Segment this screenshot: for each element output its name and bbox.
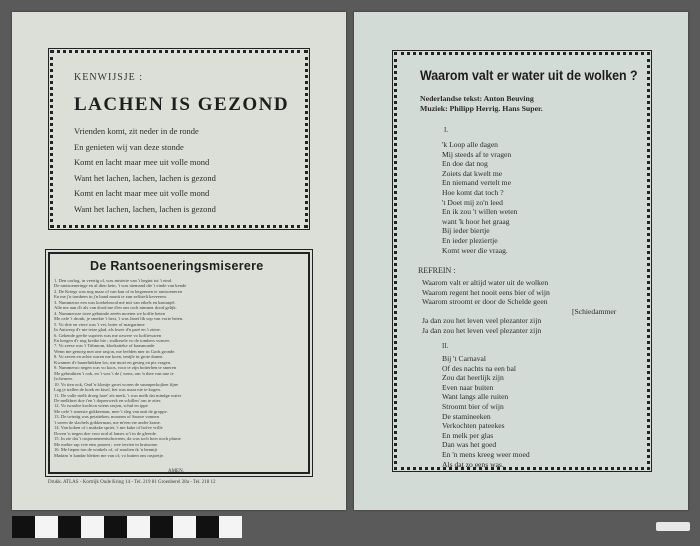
verse-line: En doe dat nog — [442, 159, 488, 169]
rants-line: 15. In zie dat 't rasjonnementschoerem, da was toch hoer noch plume — [54, 436, 181, 442]
refrein-line: Waarom stroomt er door de Schelde geen — [422, 297, 548, 307]
refrein-label: REFREIN : — [418, 266, 456, 275]
rants-line: Me mekte rap vrie eins ponent ; wee terrien in brutsome. — [54, 441, 159, 447]
verse-line: En 'n mens kreeg weer moed — [442, 449, 530, 459]
lyric-line: Vrienden komt, zit neder in de ronde — [74, 126, 199, 136]
verse-1 — [442, 140, 517, 255]
rants-line: En me j'n tombees in j'n hand monit te zun zelfstelt keveeren. — [54, 294, 167, 300]
lachen-song-title: LACHEN IS GEZOND — [74, 94, 290, 115]
rants-line: 11. De vulle melk droeg hare' als merk, 't was melk dat mindge water — [54, 392, 182, 398]
rants-line: Lag je trallen de koek en kisol, het was maar nie te kogen. — [54, 387, 161, 393]
refrein-line: Waarom regent het nooit eens bier of wijn — [422, 287, 550, 297]
rants-line: 12. Vo twaalve kochtcn wiens rasjon, schul en ippe — [54, 403, 148, 409]
verse-line: Bij ieder biertje — [442, 226, 490, 236]
rants-line: Alle me aan d'r als van dood me d'en ons toch nimmer dood gelijk. — [54, 305, 177, 311]
rants-line: 1. Den oorlog, in veertig ol, was mistetie van 't begint tot 't eind. — [54, 278, 173, 283]
verse-line: En melk per glas — [442, 430, 494, 440]
rants-line: 4. Nummeroze twee gebuinde zeeën moeten we koffie heten — [54, 310, 166, 316]
rants-line: 14. Van koken of t makske spriet, 't me kake of hofve vrille — [54, 425, 163, 431]
verse-line: Verkochten pateekes — [442, 421, 505, 431]
verse-line: 't Doet mij zo'n leed — [442, 197, 503, 207]
rants-line: 5. Vo drie en viere was 't vet, boter of margarinne — [54, 321, 145, 327]
verse-line: En ieder pleziertje — [442, 235, 498, 245]
catalog-tag — [656, 522, 690, 531]
lyric-line: Komt en lacht maar mee uit volle mond — [74, 188, 210, 198]
kenwijsje-label: KENWIJSJE : — [74, 72, 144, 83]
rants-line: 9. Nummeroo negen was vo koos, voor te zijn botterhen te smeren — [54, 365, 177, 371]
rants-line: [scheuren. — [54, 376, 74, 382]
refrein-line: Ja dan zou het leven veel plezanter zijn — [422, 325, 542, 335]
verse-line: Even naar buiten — [442, 382, 494, 392]
lyric-line: En genieten wij van deze stonde — [74, 141, 184, 152]
credits — [420, 94, 543, 114]
verse-line: Als dat zo eens was. — [442, 459, 504, 469]
verse-line: Stroomt bier of wijn — [442, 401, 504, 411]
rants-line: 't soeen de slachels gokkerman, me m'een ete ander krane. — [54, 419, 161, 425]
rants-line: 16. Me liepen ton de winkels of, of smolten ik 'n hennijt — [54, 447, 158, 453]
verse-line: Hoe komt dat toch ? — [442, 187, 504, 197]
rants-line: Doven 'n negen doe voor nod al lames w't in de gleerde. — [54, 430, 157, 436]
rants-line: 13. De twintig was petatteken, moonen of Sauwe vonnen — [54, 414, 159, 420]
verse-2 — [442, 354, 530, 469]
verse-line: Want langs alle ruiten — [442, 392, 509, 402]
printer-line: Drukk. ATLAS - Kortrijk Oude Kring 14 - Tel. 219 81 Groenberel 28a - Tel. 218 12 — [48, 480, 216, 485]
scale-bar — [12, 516, 242, 538]
rants-line: In Antwerp d'r nie teize glad, als kwee d'n paré en 't ziene. — [54, 327, 161, 333]
credit-line: Nederlandse tekst: Anton Beuving — [420, 94, 534, 103]
rants-line: De melkbret doe t'en 't doperrwerk en schillen' om te ziter. — [54, 397, 162, 403]
right-sheet — [354, 12, 688, 510]
left-sheet — [12, 12, 346, 510]
rants-line: 3. Nummeroz een was koekebrood mé mit van eikels en kastanjel. — [54, 299, 176, 305]
refrein-line: Ja dan zou het leven veel plezanter zijn — [422, 316, 542, 326]
rants-line: 10. Vo tien ook, Ond 'n klontje groet woren de suumperkojken fijne — [54, 381, 179, 387]
rants-line: Me oefe 't dronk, je smekte 't best, 't was Janet lik sop van vorte heten. — [54, 316, 184, 322]
verse-line: 'k Loop alle dagen — [442, 140, 498, 149]
rants-line: De rantsoeneringe en al dien kein, 't was niemand die 't einde van kende — [54, 283, 187, 289]
rants-line: Me gebruikten 't ook, en 't was 't de ( wens, om 'n thee van nue te — [54, 370, 174, 376]
rants-line: 7. Vo zeese was 't Tithmom, kloekatieke of kaasmonde — [54, 343, 155, 349]
verse-line: Zou dat heerlijk zijn — [442, 373, 504, 383]
verse-number-2: II. — [442, 342, 449, 350]
rants-line: Madam 'n kandar bletien me van of, vo butten ons rasjoetje. — [54, 452, 165, 458]
rants-line: 2. De Kriegs was nog maar ol van kan of m begonnen te rantsoeneren — [54, 288, 183, 294]
lyric-line: Want het lachen, lachen, lachen is gezond — [74, 203, 216, 214]
verse-line: En niemand vertelt me — [442, 178, 511, 188]
lyric-line: Komt en lacht maar mee uit volle mond — [74, 157, 210, 167]
verse-line: Dan was het goed — [442, 440, 497, 450]
rants-line: 6. Gekende geefte supriets was me ozwere vo koffiewaren — [54, 332, 162, 338]
verse-line: Of des nachts na een bal — [442, 363, 517, 373]
verse-line: De stamineeken — [442, 411, 491, 421]
lyric-line: Want het lachen, lachen, lachen is gezond — [74, 172, 216, 183]
rantsoenering-lyrics — [54, 278, 308, 458]
rants-line: Me oefe 't smerste gokkerman, mee 't sleg van unit de groppe. — [54, 408, 168, 414]
amen-text: AMEN. — [168, 469, 184, 474]
rants-line: Kwamen d'r haaerlinkken los, me moet en gesteg en pis vragen. — [54, 359, 172, 365]
rantsoenering-title: De Rantsoeneringsmiserere — [90, 259, 264, 273]
refrein-line: Waarom valt er altijd water uit de wolken — [422, 278, 549, 287]
refrein-line: [Schiedammer — [572, 306, 617, 316]
lachen-lyrics — [74, 124, 296, 217]
rants-line: Wenn me genoeg met one rasjon, me leefden mer in Gods gronde. — [54, 348, 176, 354]
verse-line: Bij 't Carnaval — [442, 354, 486, 363]
verse-line: Zoiets dat kwelt me — [442, 168, 503, 178]
waarom-song-title: Waarom valt er water uit de wolken ? — [420, 68, 638, 83]
rants-line: En kregen d'r nog kreike bie ; stafkesele vo de tombers vunvee. — [54, 337, 171, 343]
verse-line: Komt weer die vraag. — [442, 245, 508, 255]
rants-line: 8. Vo zeven en achte waren me koen, tenijle in grote dunen — [54, 354, 163, 360]
verse-line: want 'k hoor het graag — [442, 216, 510, 226]
refrein — [422, 278, 616, 336]
verse-line: En ik zou 't willen weten — [442, 207, 518, 217]
verse-line: Mij steeds af te vragen — [442, 149, 512, 159]
verse-number-1: I. — [444, 126, 449, 134]
credit-line: Muziek: Philipp Herrig. Hans Super. — [420, 104, 543, 113]
